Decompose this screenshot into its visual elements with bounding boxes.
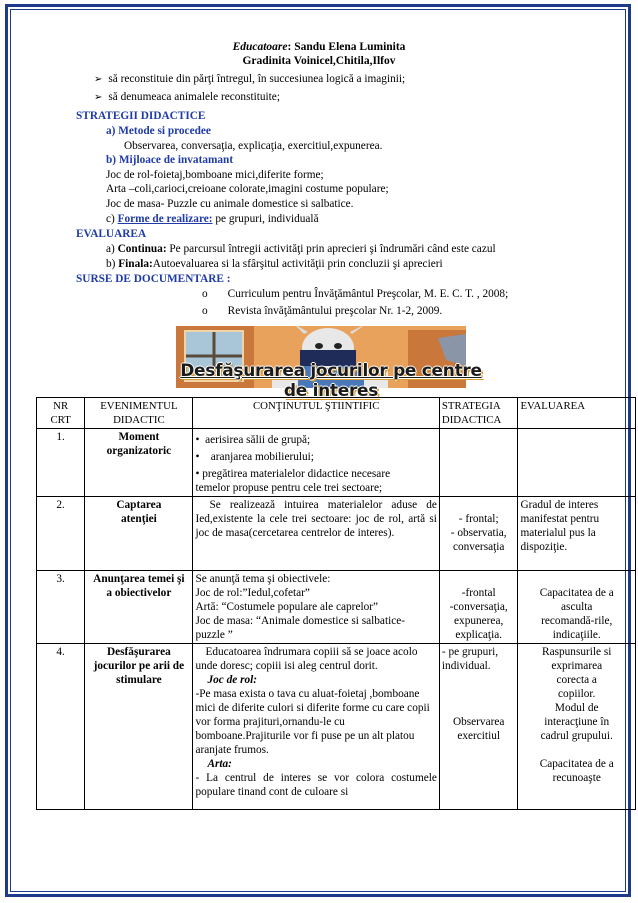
role-label: Educatoare (232, 41, 288, 53)
row-strategy: - pe grupuri, individual. Observarea exercitiul (439, 644, 518, 810)
table-row (37, 497, 636, 571)
means-line: Arta –coli,carioci,creioane colorate,imagini costume populare; (106, 183, 389, 195)
arrow-bullet-icon: ➢ (94, 74, 103, 85)
methods-text: Observarea, conversaţia, explicaţia, exercitiul,expunerea. (124, 140, 383, 152)
means-title: b) Mijloace de invatamant (106, 154, 234, 166)
row-evaluation: Gradul de interes manifestat pentru materialul pus la dispoziţie. (518, 497, 636, 571)
institution: Gradinita Voinicel,Chitila,Ilfov (242, 55, 396, 67)
activity-table (36, 397, 636, 810)
circle-bullet-icon: o (202, 288, 208, 300)
objective-item: ➢ să reconstituie din părţi întregul, în succesiunea logică a imaginii; (94, 73, 406, 85)
header-evaluation: EVALUAREA (518, 398, 636, 429)
section-title: Desfăşurarea jocurilor pe centre de interes (180, 361, 482, 401)
document-header (0, 40, 638, 68)
row-number: 3. (37, 571, 85, 644)
row-evaluation (518, 429, 636, 497)
row-event: Desfăşurarea jocurilor pe arii de stimulare (85, 644, 193, 810)
row-number: 1. (37, 429, 85, 497)
row-content: • aerisirea sălii de grupă; • aranjarea mobilierului; • pregătirea materialelor didactice necesare temelor propuse pentru cele trei sectoare; (193, 429, 439, 497)
row-number: 4. (37, 644, 85, 810)
table-row (37, 571, 636, 644)
table-row (37, 429, 636, 497)
header-nr: NR CRT (37, 398, 85, 429)
forms-line: c) Forme de realizare: pe grupuri, individuală (106, 213, 319, 225)
row-strategy (439, 429, 518, 497)
objective-item: ➢ să denumeaca animalele reconstituite; (94, 91, 280, 103)
row-event: Anunţarea temei şi a obiectivelor (85, 571, 193, 644)
strategies-heading: STRATEGII DIDACTICE (76, 110, 206, 122)
source-item: o Curriculum pentru Învăţământul Preşcolar, M. E. C. T. , 2008; (202, 288, 509, 300)
row-content: Se realizează intuirea materialelor aduse de Ied,existente la cele trei sectoare: joc de rol, artă si joc de masa(cercetarea centrelor de interes). (193, 497, 439, 571)
header-content: CONŢINUTUL ŞTIINTIFIC (193, 398, 439, 429)
row-strategy: - frontal; - observatia, conversaţia (439, 497, 518, 571)
circle-bullet-icon: o (202, 305, 208, 317)
evaluation-continuous: a) Continua: Pe parcursul întregii activităţi prin aprecieri şi îndrumări când este cazul (106, 243, 496, 255)
table-row (37, 644, 636, 810)
teacher-name: : Sandu Elena Luminita (287, 41, 406, 53)
means-line: Joc de rol-foietaj,bomboane mici,diferite forme; (106, 169, 324, 181)
row-event: Captarea atenţiei (85, 497, 193, 571)
row-content: Educatoarea îndrumara copiii să se joace acolo unde doresc; copiii isi aleg centrul dorit. Joc de rol: -Pe masa exista o tava cu aluat-foietaj ,bomboane mici de diferite culori si diferite forme cu care copii vor forma prajituri,ornandu-le cu bomboane.Prajiturile vor fi puse pe un alt platou aranjate frumos. Arta: - La centrul de interes se vor colora costumele populare tinand cont de culoare si (193, 644, 439, 810)
table-header-row (37, 398, 636, 429)
evaluation-heading: EVALUAREA (76, 228, 147, 240)
teacher-line (0, 40, 638, 54)
row-evaluation: Capacitatea de a asculta recomandă-rile, indicaţiile. (518, 571, 636, 644)
row-number: 2. (37, 497, 85, 571)
means-line: Joc de masa- Puzzle cu animale domestice si salbatice. (106, 198, 354, 210)
row-event: Moment organizatoric (85, 429, 193, 497)
evaluation-final: b) Finala:Autoevaluarea si la sfârşitul activităţii prin concluzii şi aprecieri (106, 258, 443, 270)
row-evaluation: Raspunsurile si exprimarea corecta a copiilor. Modul de interacţiune în cadrul grupului. Capacitatea de a recunoaşte (518, 644, 636, 810)
sources-heading: SURSE DE DOCUMENTARE : (76, 273, 231, 285)
methods-title: a) Metode si procedee (106, 125, 211, 137)
row-content: Se anunţă tema şi obiectivele: Joc de rol:”Iedul,cofetar” Artă: “Costumele populare ale caprelor” Joc de masa: “Animale domestice si salbatice- puzzle ” (193, 571, 439, 644)
source-item: o Revista învăţământului preşcolar Nr. 1-2, 2009. (202, 305, 443, 317)
arrow-bullet-icon: ➢ (94, 92, 103, 103)
header-strategy: STRATEGIA DIDACTICA (439, 398, 518, 429)
header-event: EVENIMENTUL DIDACTIC (85, 398, 193, 429)
row-strategy: -frontal -conversaţia, expunerea, explicaţia. (439, 571, 518, 644)
